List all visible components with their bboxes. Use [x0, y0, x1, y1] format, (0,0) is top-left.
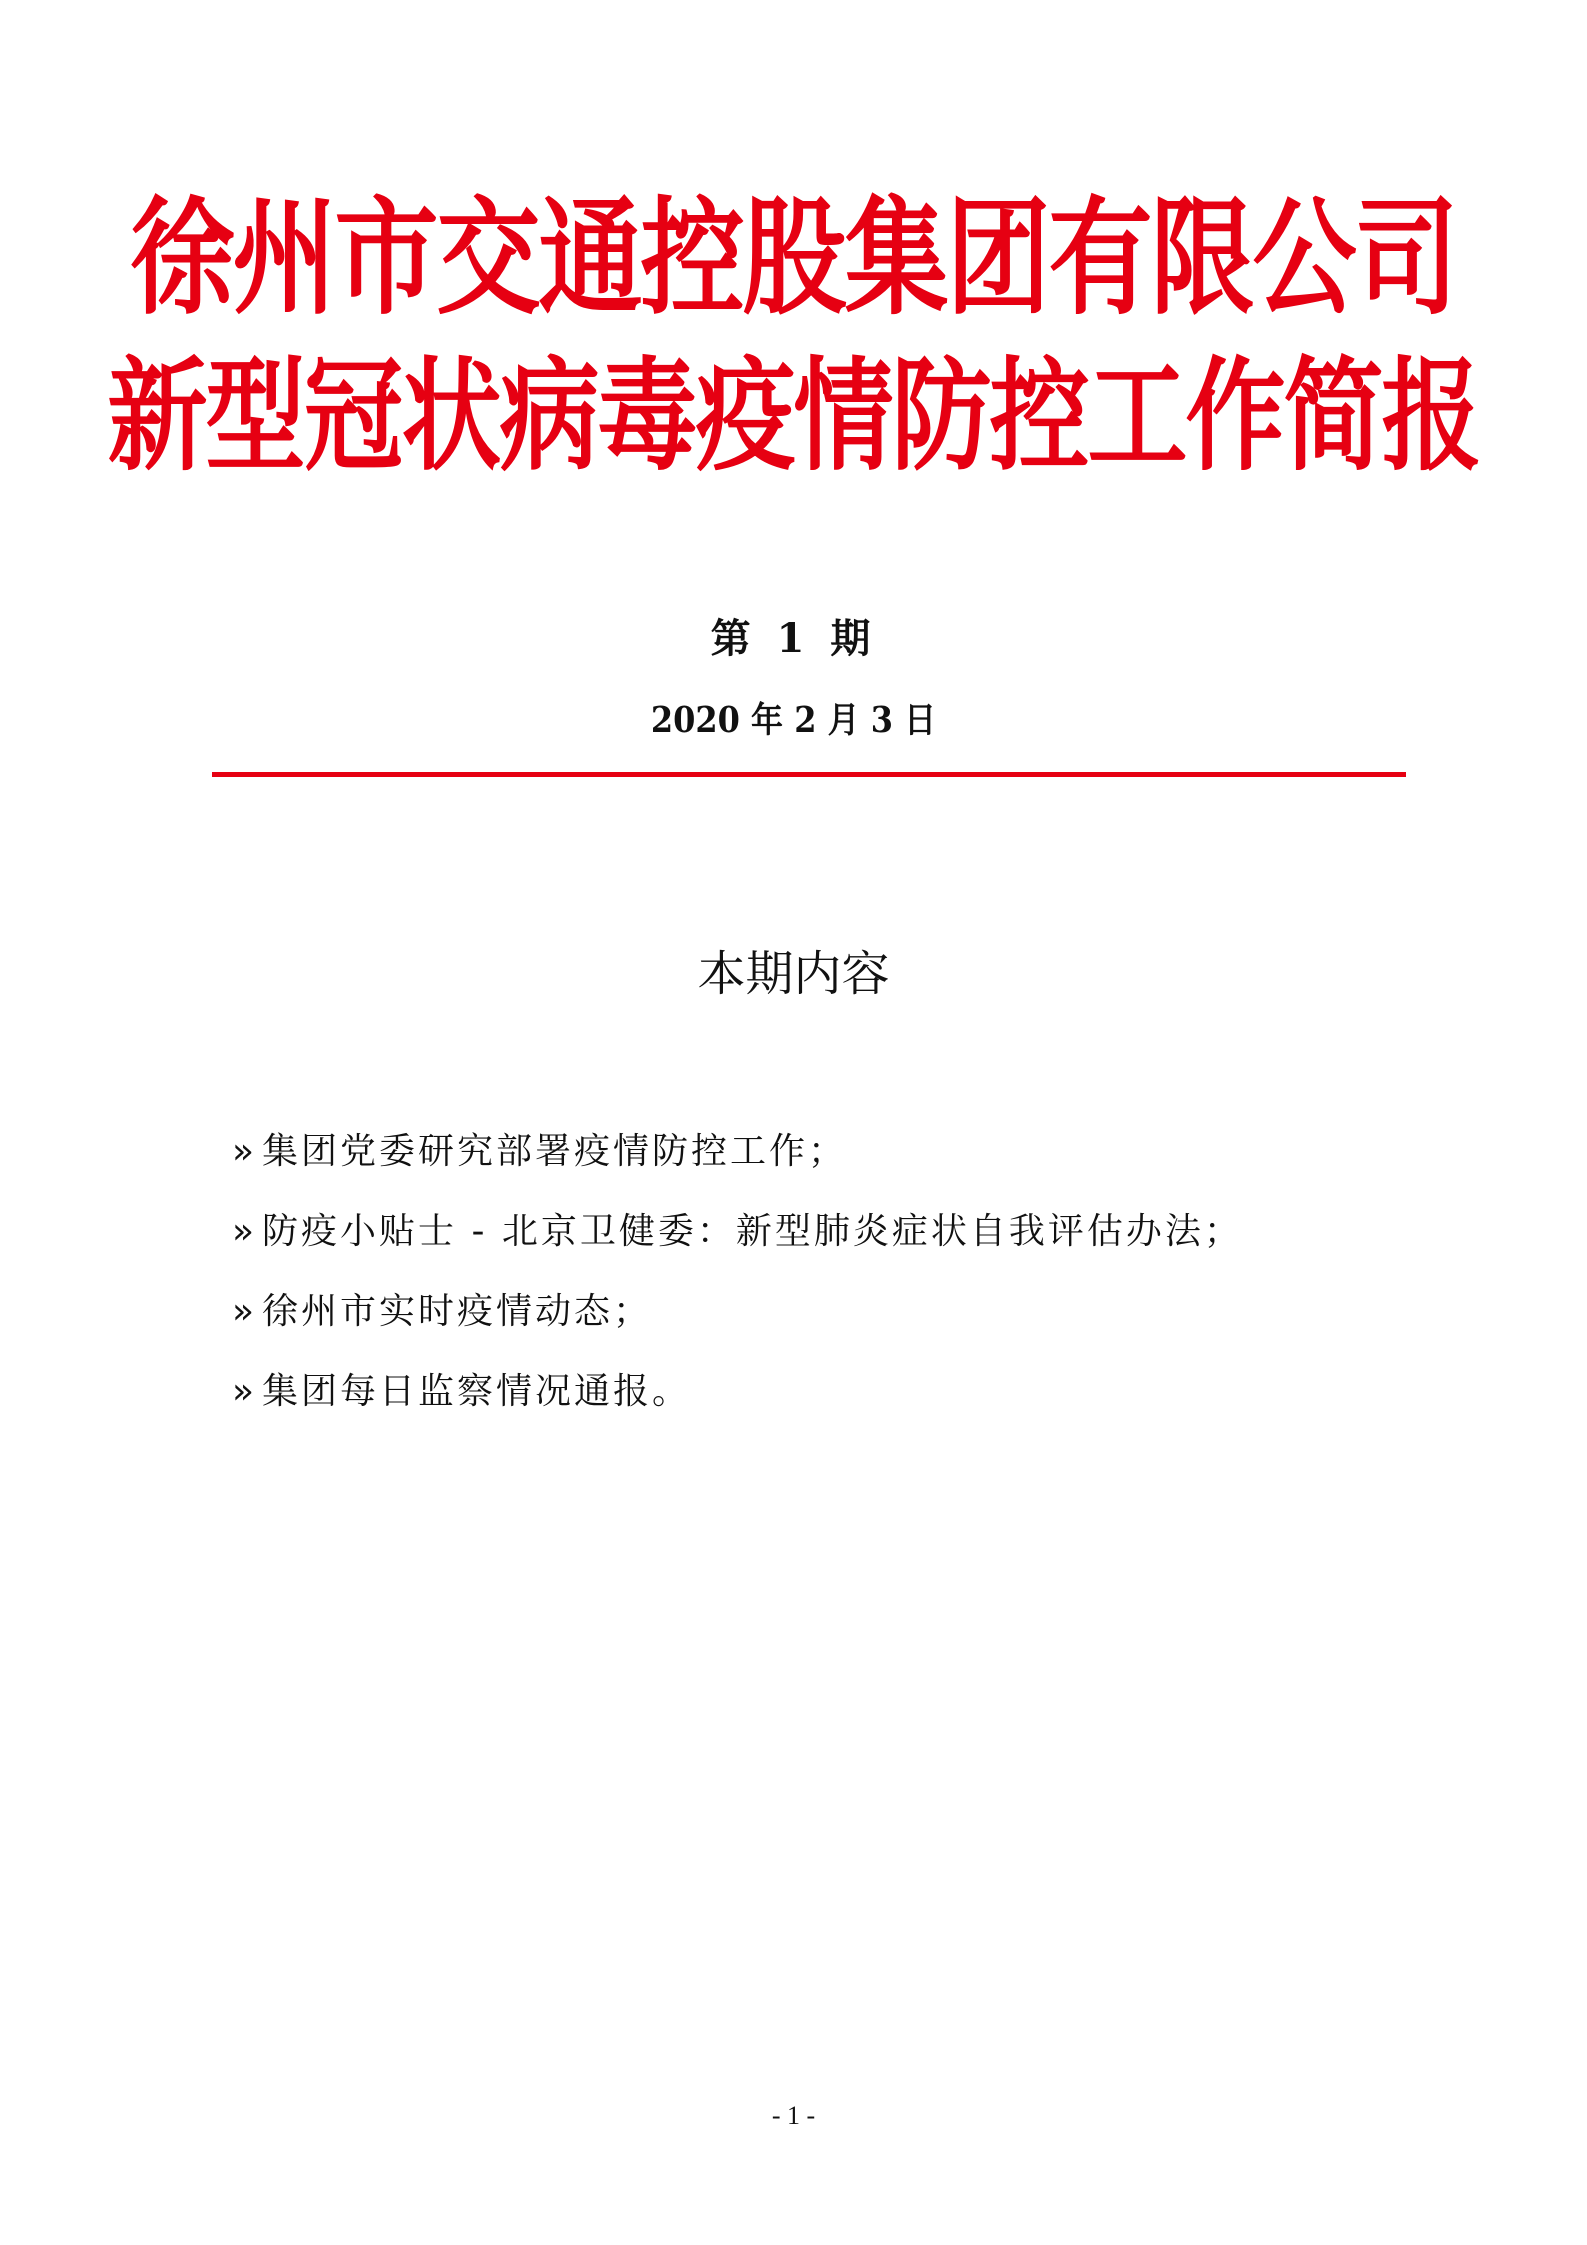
list-item — [232, 1112, 1382, 1192]
list-item-text: 集团每日监察情况通报。 — [262, 1371, 692, 1412]
bullet-icon: » — [232, 1211, 255, 1252]
bullet-icon: » — [232, 1371, 255, 1412]
issue-date: 2020 年 2 月 3 日 — [650, 699, 937, 741]
list-item-text: 防疫小贴士 - 北京卫健委：新型肺炎症状自我评估办法； — [262, 1211, 1243, 1252]
bullet-icon: » — [232, 1131, 255, 1172]
contents-list — [232, 1112, 1382, 1432]
list-item — [232, 1352, 1382, 1432]
bulletin-title: 新型冠状病毒疫情防控工作简报 — [107, 344, 1480, 488]
list-item-text: 集团党委研究部署疫情防控工作； — [262, 1131, 848, 1172]
list-item-text: 徐州市实时疫情动态； — [262, 1291, 653, 1332]
issue-number: 第 1 期 — [710, 615, 877, 662]
list-item — [232, 1192, 1382, 1272]
contents-heading: 本期内容 — [697, 946, 890, 1002]
red-divider — [212, 772, 1406, 777]
bullet-icon: » — [232, 1291, 255, 1332]
page-number: - 1 - — [771, 2101, 816, 2130]
company-title: 徐州市交通控股集团有限公司 — [130, 182, 1457, 333]
list-item — [232, 1272, 1382, 1352]
